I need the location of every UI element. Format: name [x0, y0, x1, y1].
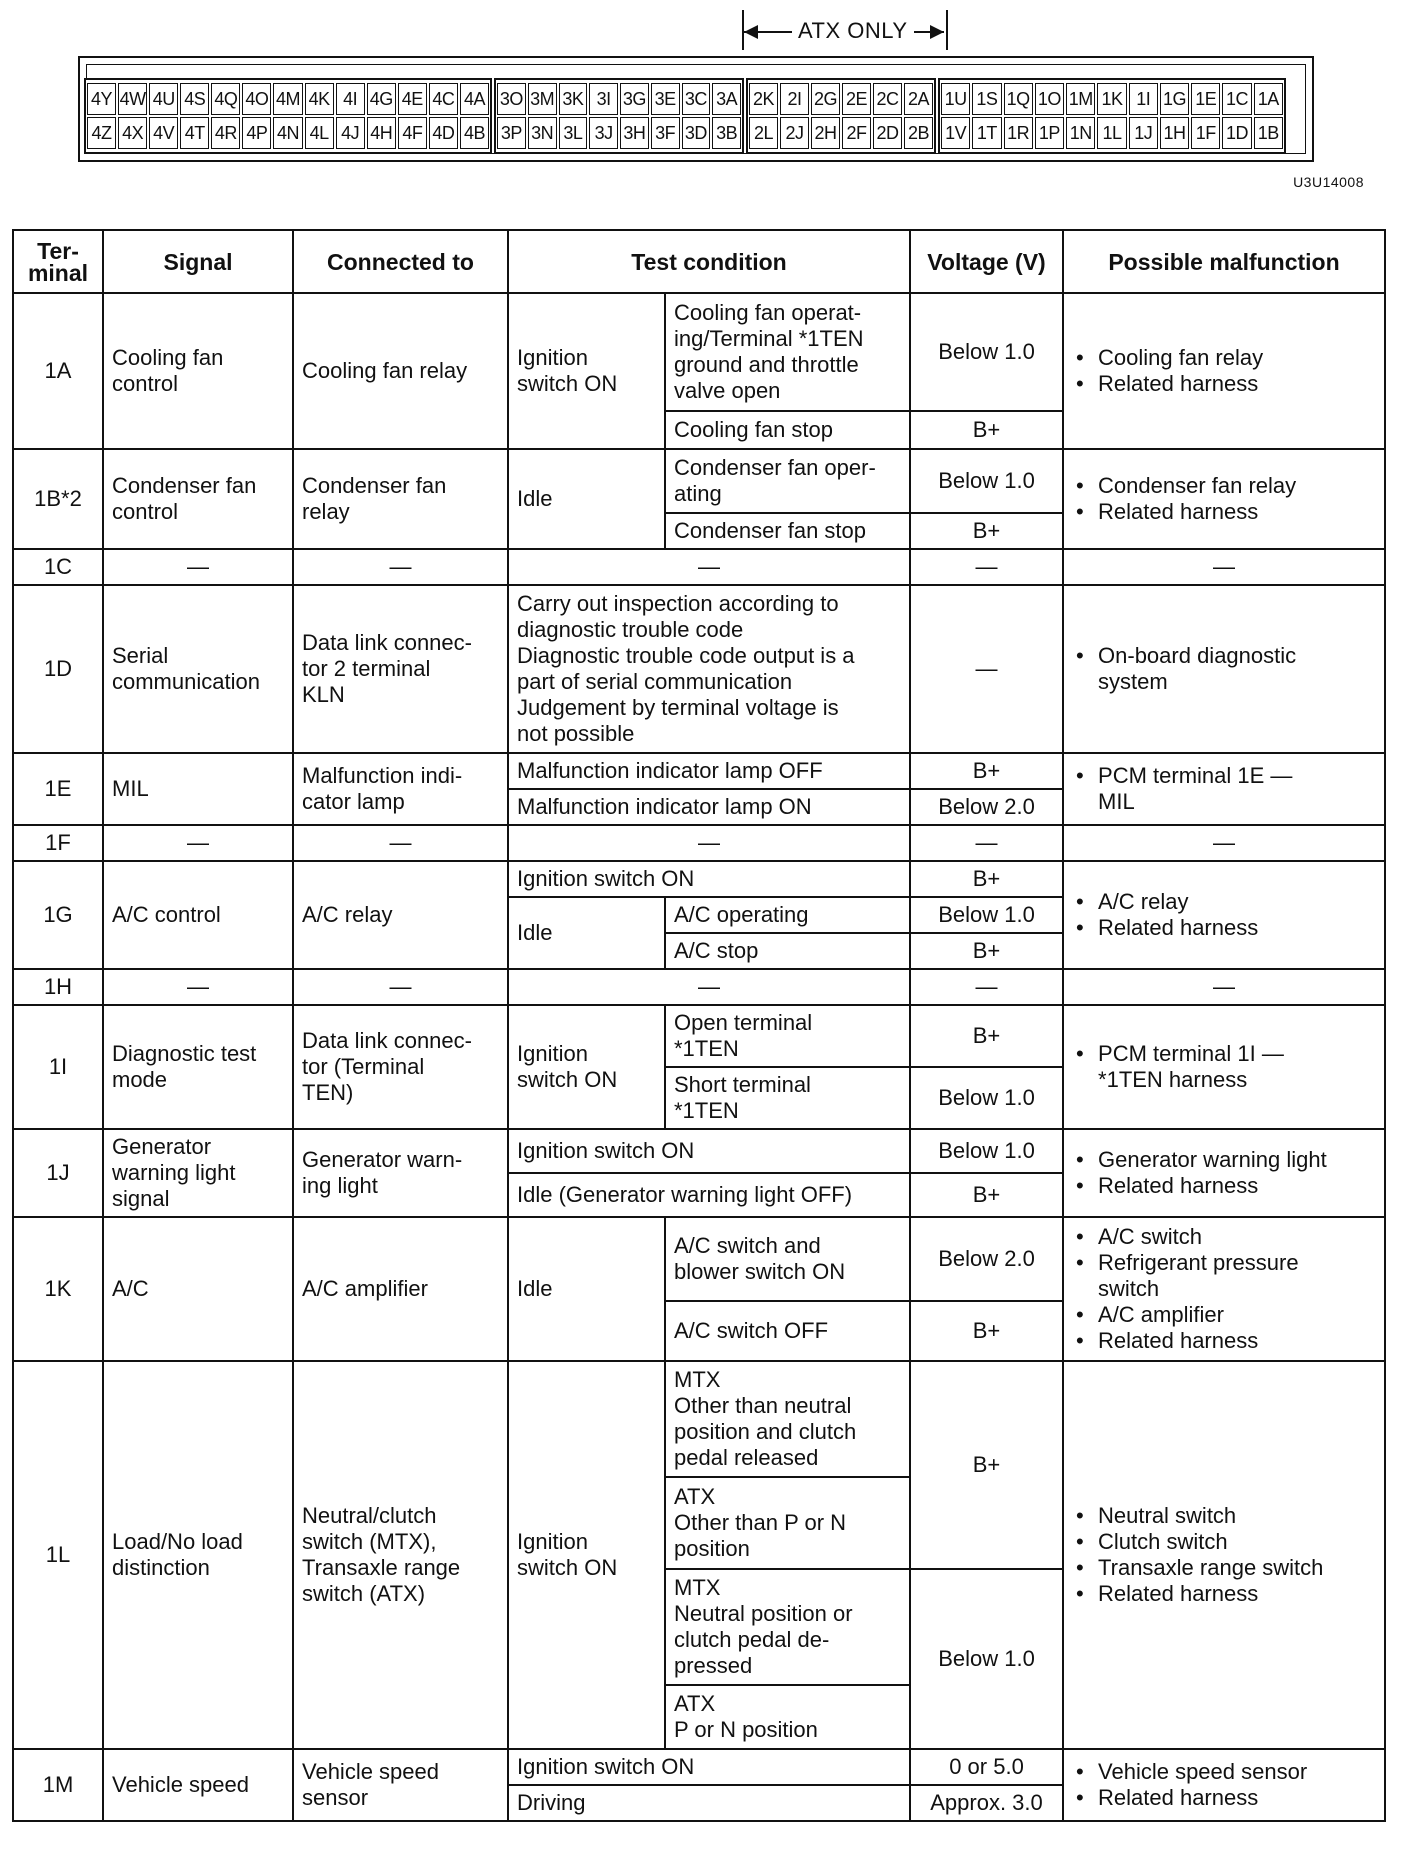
- connected-cell: —: [293, 969, 508, 1005]
- subcondition-cell: Cooling fan operat- ing/Terminal *1TEN ground and throttle valve open: [665, 293, 910, 411]
- malfunction-item: • On-board diagnostic system: [1072, 643, 1376, 695]
- connected-cell: Data link connec- tor (Terminal TEN): [293, 1005, 508, 1129]
- connector-pin: 1F: [1191, 117, 1220, 149]
- table-row: [13, 753, 1385, 789]
- figure-id: U3U14008: [1293, 174, 1364, 190]
- malfunction-list: [1072, 345, 1376, 397]
- connector-pin: 3O: [497, 83, 526, 115]
- connector-pin: 1E: [1191, 83, 1220, 115]
- connector-pin: 1T: [972, 117, 1001, 149]
- connector-pin: 4B: [460, 117, 489, 149]
- connector-pin: 4X: [118, 117, 147, 149]
- subcondition-cell: Cooling fan stop: [665, 411, 910, 449]
- connected-cell: —: [293, 549, 508, 585]
- signal-cell: Serial communication: [103, 585, 293, 753]
- signal-cell: —: [103, 825, 293, 861]
- terminal-cell: 1K: [13, 1217, 103, 1361]
- voltage-cell: Below 2.0: [910, 1217, 1063, 1301]
- connected-cell: A/C relay: [293, 861, 508, 969]
- pin-row-bottom: [496, 116, 742, 150]
- connector-pin: 4W: [118, 83, 147, 115]
- connector-pin: 4T: [180, 117, 209, 149]
- connector-pin: 3N: [528, 117, 557, 149]
- connector-pin: 1A: [1254, 83, 1283, 115]
- header-possible-malfunction: Possible malfunction: [1063, 230, 1385, 293]
- connector-pin: 4L: [305, 117, 334, 149]
- table-row: [13, 549, 1385, 585]
- malfunction-item: • PCM terminal 1I — *1TEN harness: [1072, 1041, 1376, 1093]
- subcondition-cell: A/C stop: [665, 933, 910, 969]
- voltage-cell: Approx. 3.0: [910, 1785, 1063, 1821]
- malfunction-cell: [1063, 1217, 1385, 1361]
- voltage-cell: B+: [910, 753, 1063, 789]
- malfunction-list: [1072, 763, 1376, 815]
- connected-cell: Vehicle speed sensor: [293, 1749, 508, 1821]
- subcondition-cell: MTX Neutral position or clutch pedal de- pressed: [665, 1569, 910, 1685]
- malfunction-item: • A/C switch: [1072, 1224, 1376, 1250]
- connector-pin: 1K: [1097, 83, 1126, 115]
- connected-cell: Cooling fan relay: [293, 293, 508, 449]
- pin-row-bottom: [940, 116, 1284, 150]
- signal-cell: Condenser fan control: [103, 449, 293, 549]
- connector-pin: 2D: [873, 117, 902, 149]
- atx-only-label: [742, 10, 948, 43]
- malfunction-item: • Cooling fan relay: [1072, 345, 1376, 371]
- connector-pin: 2C: [873, 83, 902, 115]
- signal-cell: Vehicle speed: [103, 1749, 293, 1821]
- connector-pin: 3A: [712, 83, 741, 115]
- terminal-cell: 1C: [13, 549, 103, 585]
- header-voltage: Voltage (V): [910, 230, 1063, 293]
- connector-pin: 2K: [749, 83, 778, 115]
- connector-pin: 1L: [1097, 117, 1126, 149]
- connected-cell: A/C amplifier: [293, 1217, 508, 1361]
- connector-pin: 4Q: [211, 83, 240, 115]
- connector-pin: 4G: [367, 83, 396, 115]
- connected-cell: Malfunction indi- cator lamp: [293, 753, 508, 825]
- voltage-cell: B+: [910, 861, 1063, 897]
- voltage-cell: B+: [910, 411, 1063, 449]
- malfunction-item: • A/C amplifier: [1072, 1302, 1376, 1328]
- header-signal: Signal: [103, 230, 293, 293]
- condition-cell: Ignition switch ON: [508, 1361, 665, 1749]
- terminal-label: 1B*2: [34, 486, 82, 511]
- table-row: [13, 1361, 1385, 1477]
- malfunction-cell: [1063, 1361, 1385, 1749]
- terminal-cell: 1I: [13, 1005, 103, 1129]
- malfunction-cell: [1063, 1129, 1385, 1217]
- connector-pin: 1V: [941, 117, 970, 149]
- malfunction-list: [1072, 473, 1376, 525]
- malfunction-list: [1072, 1041, 1376, 1093]
- condition-cell: Ignition switch ON: [508, 293, 665, 449]
- malfunction-cell: [1063, 861, 1385, 969]
- malfunction-item: • Generator warning light: [1072, 1147, 1376, 1173]
- connector-pin: 4D: [429, 117, 458, 149]
- signal-cell: —: [103, 969, 293, 1005]
- voltage-cell: B+: [910, 513, 1063, 549]
- voltage-cell: Below 1.0: [910, 1569, 1063, 1749]
- atx-only-text: ATX ONLY: [792, 18, 914, 44]
- malfunction-item: • Related harness: [1072, 499, 1376, 525]
- signal-cell: Load/No load distinction: [103, 1361, 293, 1749]
- arrow-left-icon: [744, 25, 758, 39]
- condition-cell: —: [508, 825, 910, 861]
- terminal-cell: 1E: [13, 753, 103, 825]
- table-row: [13, 861, 1385, 897]
- voltage-cell: —: [910, 585, 1063, 753]
- malfunction-item: • Related harness: [1072, 915, 1376, 941]
- malfunction-cell: [1063, 1005, 1385, 1129]
- malfunction-item: • Related harness: [1072, 1785, 1376, 1811]
- malfunction-cell: [1063, 449, 1385, 549]
- connector-pin: 2B: [904, 117, 933, 149]
- connector-pin: 4E: [398, 83, 427, 115]
- connector-pin: 4P: [242, 117, 271, 149]
- connector-pin: 2J: [780, 117, 809, 149]
- condition-cell: Idle: [508, 1217, 665, 1361]
- connected-cell: Condenser fan relay: [293, 449, 508, 549]
- connector-pin: 3P: [497, 117, 526, 149]
- connector-pin: 4M: [273, 83, 302, 115]
- subcondition-cell: Condenser fan oper- ating: [665, 449, 910, 513]
- connector-pin: 1S: [972, 83, 1001, 115]
- connector-pin: 2L: [749, 117, 778, 149]
- connector-pin: 2E: [842, 83, 871, 115]
- subcondition-cell: ATX P or N position: [665, 1685, 910, 1749]
- connector-pin: 1Q: [1004, 83, 1033, 115]
- voltage-cell: B+: [910, 1005, 1063, 1067]
- terminal-cell: 1G: [13, 861, 103, 969]
- subcondition-cell: Open terminal *1TEN: [665, 1005, 910, 1067]
- malfunction-list: [1072, 1224, 1376, 1354]
- terminal-cell: 1A: [13, 293, 103, 449]
- voltage-cell: —: [910, 825, 1063, 861]
- condition-cell: Malfunction indicator lamp ON: [508, 789, 910, 825]
- malfunction-item: • Vehicle speed sensor: [1072, 1759, 1376, 1785]
- connector-pin: 2G: [811, 83, 840, 115]
- connector-pin: 4O: [242, 83, 271, 115]
- subcondition-cell: A/C switch OFF: [665, 1301, 910, 1361]
- voltage-cell: Below 1.0: [910, 1129, 1063, 1173]
- malfunction-list: [1072, 1503, 1376, 1607]
- connector-pin: 4J: [336, 117, 365, 149]
- signal-cell: Generator warning light signal: [103, 1129, 293, 1217]
- voltage-cell: Below 2.0: [910, 789, 1063, 825]
- condition-cell: Carry out inspection according to diagnostic trouble code Diagnostic trouble code output is a part of serial communication Judgement by terminal voltage is not possible: [508, 585, 910, 753]
- connector-pin: 3K: [559, 83, 588, 115]
- malfunction-list: [1072, 643, 1376, 695]
- connector-pin: 3E: [651, 83, 680, 115]
- voltage-cell: B+: [910, 1301, 1063, 1361]
- connector-pin: 2I: [780, 83, 809, 115]
- connector-pin: 1B: [1254, 117, 1283, 149]
- connector-pin: 4S: [180, 83, 209, 115]
- table-row: [13, 1129, 1385, 1173]
- malfunction-item: • A/C relay: [1072, 889, 1376, 915]
- header-row: [13, 230, 1385, 293]
- condition-cell: Ignition switch ON: [508, 861, 910, 897]
- subcondition-cell: A/C operating: [665, 897, 910, 933]
- voltage-cell: —: [910, 969, 1063, 1005]
- subcondition-cell: Condenser fan stop: [665, 513, 910, 549]
- connector-pin: 3J: [589, 117, 618, 149]
- malfunction-item: • Neutral switch: [1072, 1503, 1376, 1529]
- voltage-cell: Below 1.0: [910, 897, 1063, 933]
- connector-pin: 1D: [1222, 117, 1251, 149]
- connector-pin: 4I: [336, 83, 365, 115]
- malfunction-list: [1072, 889, 1376, 941]
- connector-pin: 3C: [682, 83, 711, 115]
- voltage-cell: Below 1.0: [910, 1067, 1063, 1129]
- connected-cell: —: [293, 825, 508, 861]
- connector-pin: 4Y: [87, 83, 116, 115]
- subcondition-cell: Short terminal *1TEN: [665, 1067, 910, 1129]
- voltage-cell: B+: [910, 1361, 1063, 1569]
- signal-cell: Cooling fan control: [103, 293, 293, 449]
- pin-row-top: [748, 82, 934, 116]
- condition-cell: Ignition switch ON: [508, 1129, 910, 1173]
- connected-cell: Data link connec- tor 2 terminal KLN: [293, 585, 508, 753]
- header-connected-to: Connected to: [293, 230, 508, 293]
- connector-pin: 4H: [367, 117, 396, 149]
- pcm-connector-diagram: [78, 56, 1314, 162]
- malfunction-cell: [1063, 293, 1385, 449]
- connector-pin: 3L: [559, 117, 588, 149]
- connector-pin: 3F: [651, 117, 680, 149]
- malfunction-item: • Condenser fan relay: [1072, 473, 1376, 499]
- terminal-table: [12, 229, 1386, 1822]
- condition-cell: —: [508, 969, 910, 1005]
- table-row: [13, 1005, 1385, 1067]
- malfunction-cell: [1063, 753, 1385, 825]
- terminal-cell: 1F: [13, 825, 103, 861]
- header-test-condition: Test condition: [508, 230, 910, 293]
- condition-cell: Idle (Generator warning light OFF): [508, 1173, 910, 1217]
- connector-pin: 1U: [941, 83, 970, 115]
- malfunction-cell: —: [1063, 825, 1385, 861]
- connected-cell: Neutral/clutch switch (MTX), Transaxle range switch (ATX): [293, 1361, 508, 1749]
- connector-pin: 1M: [1066, 83, 1095, 115]
- signal-cell: A/C control: [103, 861, 293, 969]
- condition-cell: Ignition switch ON: [508, 1749, 910, 1785]
- connector-pin: 1O: [1035, 83, 1064, 115]
- signal-cell: Diagnostic test mode: [103, 1005, 293, 1129]
- condition-cell: Ignition switch ON: [508, 1005, 665, 1129]
- connector-pin: 4A: [460, 83, 489, 115]
- voltage-cell: —: [910, 549, 1063, 585]
- connector-pin: 3M: [528, 83, 557, 115]
- terminal-cell: 1H: [13, 969, 103, 1005]
- table-row: [13, 1749, 1385, 1785]
- signal-cell: MIL: [103, 753, 293, 825]
- pin-row-top: [940, 82, 1284, 116]
- malfunction-item: • Related harness: [1072, 1173, 1376, 1199]
- terminal-cell: 1M: [13, 1749, 103, 1821]
- table-row: [13, 585, 1385, 753]
- signal-cell: —: [103, 549, 293, 585]
- connector-pin: 1H: [1160, 117, 1189, 149]
- condition-cell: Malfunction indicator lamp OFF: [508, 753, 910, 789]
- subcondition-cell: MTX Other than neutral position and clutch pedal released: [665, 1361, 910, 1477]
- connector-pin: 1N: [1066, 117, 1095, 149]
- voltage-cell: 0 or 5.0: [910, 1749, 1063, 1785]
- malfunction-item: • Transaxle range switch: [1072, 1555, 1376, 1581]
- malfunction-item: • Related harness: [1072, 1328, 1376, 1354]
- table-row: [13, 449, 1385, 513]
- connector-pin: 2H: [811, 117, 840, 149]
- malfunction-item: • PCM terminal 1E — MIL: [1072, 763, 1376, 815]
- pin-row-bottom: [86, 116, 490, 150]
- table-row: [13, 969, 1385, 1005]
- condition-cell: Idle: [508, 897, 665, 969]
- malfunction-cell: [1063, 585, 1385, 753]
- connector-pin: 1C: [1222, 83, 1251, 115]
- pin-row-top: [86, 82, 490, 116]
- connector-pin: 3I: [589, 83, 618, 115]
- pin-row-top: [496, 82, 742, 116]
- connector-pin: 3D: [682, 117, 711, 149]
- connector-pin: 4C: [429, 83, 458, 115]
- connector-pin: 1G: [1160, 83, 1189, 115]
- terminal-cell: 1L: [13, 1361, 103, 1749]
- connector-pin: 2F: [842, 117, 871, 149]
- terminal-cell: 1D: [13, 585, 103, 753]
- table-row: [13, 1217, 1385, 1301]
- connector-group-1: [938, 78, 1286, 154]
- pin-row-bottom: [748, 116, 934, 150]
- connector-pin: 3G: [620, 83, 649, 115]
- connector-group-3: [494, 78, 744, 154]
- connector-pin: 4F: [398, 117, 427, 149]
- condition-cell: Driving: [508, 1785, 910, 1821]
- malfunction-item: • Related harness: [1072, 1581, 1376, 1607]
- voltage-cell: Below 1.0: [910, 449, 1063, 513]
- subcondition-cell: A/C switch and blower switch ON: [665, 1217, 910, 1301]
- connector-pin: 4Z: [87, 117, 116, 149]
- malfunction-cell: [1063, 1749, 1385, 1821]
- condition-cell: —: [508, 549, 910, 585]
- connector-pin: 1R: [1004, 117, 1033, 149]
- malfunction-item: • Refrigerant pressure switch: [1072, 1250, 1376, 1302]
- malfunction-list: [1072, 1147, 1376, 1199]
- malfunction-item: • Related harness: [1072, 371, 1376, 397]
- table-row: [13, 825, 1385, 861]
- connector-pin: 1I: [1129, 83, 1158, 115]
- connector-pin: 3H: [620, 117, 649, 149]
- connector-pin: 1P: [1035, 117, 1064, 149]
- terminal-cell: 1J: [13, 1129, 103, 1217]
- arrow-right-icon: [930, 25, 944, 39]
- connector-pin: 4V: [149, 117, 178, 149]
- connector-pin: 2A: [904, 83, 933, 115]
- condition-cell: Idle: [508, 449, 665, 549]
- connector-pin: 4R: [211, 117, 240, 149]
- signal-cell: A/C: [103, 1217, 293, 1361]
- connector-pin: 4N: [273, 117, 302, 149]
- terminal-cell: [13, 449, 103, 549]
- connected-cell: Generator warn- ing light: [293, 1129, 508, 1217]
- connector-pin: 4K: [305, 83, 334, 115]
- connector-group-2: [746, 78, 936, 154]
- malfunction-cell: —: [1063, 969, 1385, 1005]
- malfunction-item: • Clutch switch: [1072, 1529, 1376, 1555]
- malfunction-list: [1072, 1759, 1376, 1811]
- voltage-cell: B+: [910, 933, 1063, 969]
- connector-pin: 1J: [1129, 117, 1158, 149]
- voltage-cell: B+: [910, 1173, 1063, 1217]
- atx-right-tick: [946, 10, 948, 50]
- voltage-cell: Below 1.0: [910, 293, 1063, 411]
- table-row: [13, 293, 1385, 411]
- subcondition-cell: ATX Other than P or N position: [665, 1477, 910, 1569]
- connector-pin: 3B: [712, 117, 741, 149]
- connector-pin: 4U: [149, 83, 178, 115]
- connector-group-4: [84, 78, 492, 154]
- malfunction-cell: —: [1063, 549, 1385, 585]
- header-terminal: Ter- minal: [13, 230, 103, 293]
